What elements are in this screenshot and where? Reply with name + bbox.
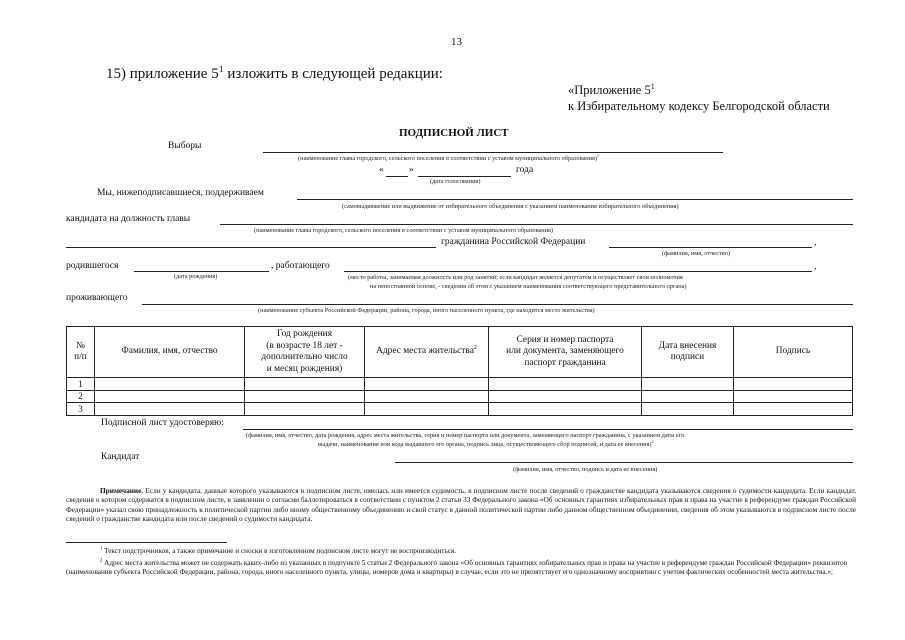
date-close-quote: » bbox=[409, 165, 414, 175]
elections-label: Выборы bbox=[168, 141, 202, 151]
born-label: родившегося bbox=[66, 261, 119, 271]
candidate-sign-line[interactable] bbox=[395, 462, 853, 463]
header-full-name: Фамилия, имя, отчество bbox=[95, 327, 245, 378]
birth-date-caption: (дата рождения) bbox=[174, 273, 218, 280]
cell-address[interactable] bbox=[365, 390, 489, 403]
note-label: Примечание. bbox=[100, 486, 144, 495]
citizen-label: гражданина Российской Федерации bbox=[441, 237, 586, 247]
working-label: , работающего bbox=[271, 261, 330, 271]
candidate-sign-label: Кандидат bbox=[101, 452, 140, 462]
intro-line bbox=[106, 66, 443, 83]
footnote-separator bbox=[66, 542, 227, 543]
page-number: 13 bbox=[451, 36, 462, 48]
signature-table bbox=[66, 326, 853, 416]
cell-full-name[interactable] bbox=[95, 378, 245, 391]
candidate-name-caption: (фамилия, имя, отчество) bbox=[662, 250, 730, 257]
row-number: 2 bbox=[67, 390, 95, 403]
document-title: ПОДПИСНОЙ ЛИСТ bbox=[399, 127, 509, 139]
certify-caption-1: (фамилия, имя, отчество, дата рождения, адрес места жительства, серия и номер паспорта или документа, заменяющего паспорт гражданина, с указанием даты его bbox=[246, 432, 685, 439]
work-place-line[interactable] bbox=[344, 271, 812, 272]
living-line[interactable] bbox=[142, 304, 853, 305]
date-caption: (дата голосования) bbox=[430, 178, 481, 185]
work-caption-2: на непостоянной основе, - сведения об этом с указанием наименования соответствующего представительного органа) bbox=[370, 283, 687, 290]
cell-sign-date[interactable] bbox=[642, 390, 734, 403]
table-row bbox=[67, 378, 853, 391]
header-birth-year: Год рождения (в возрасте 18 лет - дополнительно число и месяц рождения) bbox=[245, 327, 365, 378]
appendix-line-1: «Приложение $5^1$ bbox=[568, 81, 655, 97]
cell-birth-year[interactable] bbox=[245, 390, 365, 403]
date-month-line[interactable] bbox=[418, 176, 511, 177]
header-passport: Серия и номер паспорта или документа, заменяющего паспорт гражданина bbox=[489, 327, 642, 378]
cell-sign-date[interactable] bbox=[642, 378, 734, 391]
cell-signature[interactable] bbox=[734, 378, 853, 391]
candidate-caption: (наименование главы городского, сельского поселения в соответствии с уставом муниципального образования) bbox=[254, 227, 553, 234]
header-address: Адрес места жительства$^2$ bbox=[365, 327, 489, 378]
birth-date-line[interactable] bbox=[134, 271, 269, 272]
header-number: № п/п bbox=[67, 327, 95, 378]
we-support-label: Мы, нижеподписавшиеся, поддерживаем bbox=[97, 188, 264, 198]
header-signature: Подпись bbox=[734, 327, 853, 378]
date-day-line[interactable] bbox=[386, 176, 408, 177]
certify-line[interactable] bbox=[243, 429, 853, 430]
certify-caption-2: выдачи, наименования или кода выдавшего его органа, подпись лица, осуществляющего сбор подписей, и дата ее внесения)$^2$ bbox=[318, 438, 654, 448]
living-label: проживающего bbox=[66, 293, 128, 303]
note-text: Если у кандидата, данные которого указываются в подписном листе, имелась или имеется судимость, в подписном листе после сведений о гражданстве кандидата указываются сведения о судимости кандидата. Если кандидат, сведения о котором содержатся в подписном листе, в заявлении о согласии баллотироваться в соответствии с пунктом 2 статьи 33 Федерального закона «Об основных гарантиях избирательных прав и права на участие в референдуме граждан Российской Федерации» указал свою принадлежность к политической партии либо иному общественному объединению и свой статус в данной политической партии либо данном общественном объединении, сведения об этом указываются в подписном листе после сведений о гражданстве кандидата или после сведений о судимости кандидата. bbox=[66, 486, 856, 523]
date-open-quote: « bbox=[379, 165, 384, 175]
cell-address[interactable] bbox=[365, 378, 489, 391]
header-sign-date: Дата внесения подписи bbox=[642, 327, 734, 378]
candidate-label: кандидата на должность главы bbox=[66, 214, 191, 224]
work-comma: , bbox=[814, 262, 817, 272]
we-support-caption: (самовыдвижение или выдвижение от избирательного объединения с указанием наименования избирательного объединения) bbox=[342, 203, 679, 210]
living-caption: (наименование субъекта Российской Федерации, района, города, иного населенного пункта, где находится место жительства) bbox=[258, 307, 595, 314]
elections-line[interactable] bbox=[263, 152, 723, 153]
cell-full-name[interactable] bbox=[95, 390, 245, 403]
candidate-comma: , bbox=[814, 238, 817, 248]
cell-passport[interactable] bbox=[489, 390, 642, 403]
cell-signature[interactable] bbox=[734, 390, 853, 403]
intro-text: приложение 5 bbox=[129, 66, 219, 82]
table-row bbox=[67, 403, 853, 416]
candidate-name-line[interactable] bbox=[609, 247, 812, 248]
intro-number: 15) bbox=[106, 66, 126, 82]
we-support-line[interactable] bbox=[297, 199, 853, 200]
certify-label: Подписной лист удостоверяю: bbox=[101, 418, 224, 428]
cell-passport[interactable] bbox=[489, 378, 642, 391]
note-paragraph bbox=[66, 486, 856, 523]
cell-passport[interactable] bbox=[489, 403, 642, 416]
cell-birth-year[interactable] bbox=[245, 378, 365, 391]
work-caption-1: (место работы, занимаемая должность или род занятий; если кандидат является депутатом и осуществляет свои полномочия bbox=[348, 274, 683, 281]
cell-full-name[interactable] bbox=[95, 403, 245, 416]
intro-sup: 1 bbox=[218, 64, 224, 75]
intro-rest: изложить в следующей редакции: bbox=[223, 66, 443, 82]
cell-sign-date[interactable] bbox=[642, 403, 734, 416]
table-row bbox=[67, 390, 853, 403]
footnote-1: $^1$ Текст подстрочников, а также примечание и сноски в изготовленном подписном листе могут не воспроизводиться. bbox=[100, 546, 457, 555]
date-year-label: года bbox=[516, 165, 534, 175]
cell-signature[interactable] bbox=[734, 403, 853, 416]
footnote-2: $^2$ Адрес места жительства может не содержать каких-либо из указанных в подпункте 5 статьи 2 Федерального закона «Об основных гарантиях избирательных прав и права на участие в референдуме граждан Российской Федерации» реквизитов (наименования субъекта Российской Федерации, района, города, иного населенного пункта, улицы, номеров дома и квартиры) в случае, если это не препятствует его однозначному восприятию с учетом фактических особенностей места жительства.»; bbox=[66, 558, 848, 577]
table-header-row bbox=[67, 327, 853, 378]
cell-birth-year[interactable] bbox=[245, 403, 365, 416]
candidate-position-line[interactable] bbox=[220, 224, 853, 225]
row-number: 1 bbox=[67, 378, 95, 391]
appendix-line-2: к Избирательному кодексу Белгородской области bbox=[568, 99, 830, 113]
candidate-pre-line[interactable] bbox=[66, 247, 436, 248]
cell-address[interactable] bbox=[365, 403, 489, 416]
candidate-sign-caption: (фамилия, имя, отчество, подпись и дата ее внесения) bbox=[513, 466, 658, 473]
row-number: 3 bbox=[67, 403, 95, 416]
elections-caption: (наименование главы городского, сельского поселения в соответствии с уставом муниципального образования)$^1$ bbox=[298, 152, 600, 162]
